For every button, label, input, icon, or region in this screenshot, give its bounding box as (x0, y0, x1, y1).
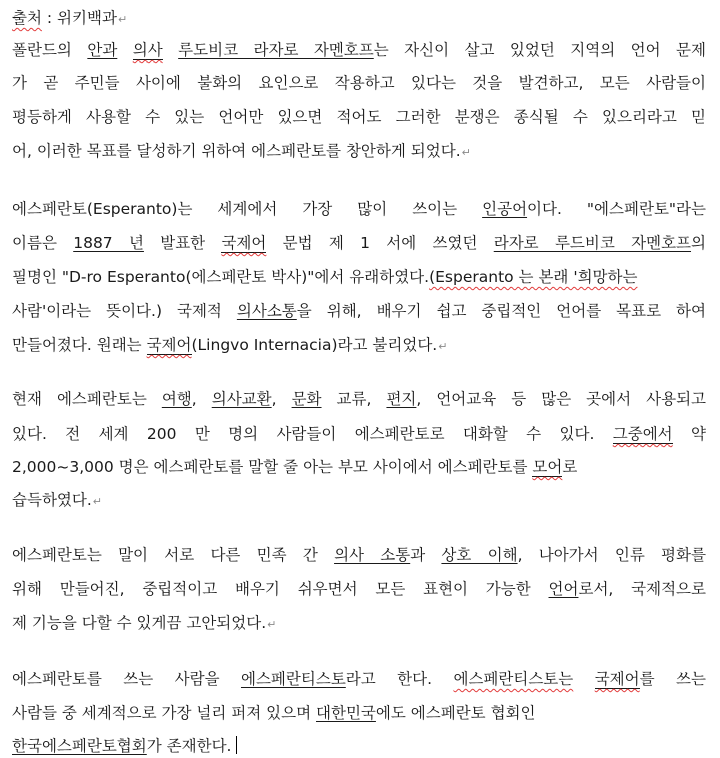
text-run: 제 기능을 다할 수 있게끔 고안되었다. (12, 614, 267, 632)
p4-line-2 (12, 577, 706, 601)
text-run: 는 자신이 살고 있었던 지역의 언어 문제 (373, 41, 706, 59)
p1-line-1 (12, 38, 706, 62)
link-international-language[interactable]: 국제어 (221, 234, 267, 252)
text-run: 에도 에스페란토 협회인 (375, 704, 536, 722)
text-run: 있다. 전 세계 200 만 명의 사람들이 에스페란토로 대화할 수 있다. (12, 425, 613, 443)
text-run: 에스페란토를 쓰는 사람을 (12, 670, 241, 688)
link-doctor[interactable]: 의사 (132, 41, 163, 59)
text-run: ↵ (267, 618, 277, 631)
text-run: 과 (410, 546, 442, 564)
text-run: : (41, 9, 58, 27)
text-run: 이다. "에스페란토"라는 (527, 200, 706, 218)
p4-line-3 (12, 611, 706, 635)
p1-line-3 (12, 105, 706, 129)
link-constructed-language[interactable]: 인공어 (482, 200, 528, 218)
link-1887[interactable]: 1887 년 (73, 234, 144, 252)
p5-line-2 (12, 701, 706, 725)
link-esperantist[interactable]: 에스페란티스토 (240, 670, 346, 688)
link-mother-tongue[interactable]: 모어 (532, 458, 563, 476)
word-esperantists: 에스페란티스토는 (453, 670, 574, 688)
text-run: , 나아가서 인류 평화를 (517, 546, 706, 564)
text-run: (Lingvo Internacia)라고 불리었다. (191, 336, 438, 354)
link-korea[interactable]: 대한민국 (316, 704, 376, 722)
p4-line-1 (12, 543, 706, 567)
text-run: 을 위해, 배우기 쉽고 중립적인 언어를 목표로 하여 (296, 302, 706, 320)
text-run: 에스페란토(Esperanto)는 세계에서 가장 많이 쓰이는 (12, 200, 483, 218)
text-run: 로서, 국제적으로 (578, 580, 706, 598)
text-run (163, 41, 178, 59)
p3-line-1 (12, 387, 706, 411)
link-language[interactable]: 언어 (548, 580, 579, 598)
source-label: 출처 (12, 9, 42, 27)
text-run: 어, 이러한 목표를 달성하기 위하여 에스페란토를 창안하게 되었다. (12, 142, 461, 160)
p3-line-2 (12, 422, 706, 446)
text-run: 현재 에스페란토는 (12, 390, 162, 408)
p1-line-4 (12, 139, 706, 163)
link-culture[interactable]: 문화 (291, 390, 322, 408)
text-run: ↵ (438, 340, 448, 353)
p3-line-4 (12, 488, 706, 512)
text-run: 교류, (321, 390, 387, 408)
source-name: 위키백과 (57, 9, 117, 27)
text-run: ↵ (92, 495, 103, 508)
link-among-them[interactable]: 그중에서 (612, 425, 673, 443)
link-communication-2[interactable]: 의사 소통 (334, 546, 411, 564)
text-run: 문법 제 1 서에 쓰였던 (266, 234, 494, 252)
text-run: 의 (691, 234, 706, 252)
paragraph-mark: ↵ (117, 13, 128, 26)
text-run: 필명인 "D-ro Esperanto(에스페란토 박사)"에서 유래하였다. (12, 268, 430, 286)
text-run: 를 쓰는 (639, 670, 706, 688)
text-run: 가 곧 주민들 사이에 불화의 요인으로 작용하고 있다는 것을 발견하고, 모든 사람들이 (12, 74, 706, 92)
text-run: 위해 만들어진, 중립적이고 배우기 쉬우면서 모든 표현이 가능한 (12, 580, 549, 598)
text-run: 가 존재한다. (146, 737, 232, 755)
text-run: 약 (672, 425, 706, 443)
text-run: 사람'이라는 뜻이다.) 국제적 (12, 302, 237, 320)
link-international-language-2[interactable]: 국제어 (146, 336, 192, 354)
text-cursor (236, 736, 237, 754)
text-run: , (191, 390, 212, 408)
link-exchange[interactable]: 의사교환 (211, 390, 272, 408)
link-communication[interactable]: 의사소통 (236, 302, 297, 320)
p2-line-4 (12, 299, 706, 323)
p3-line-3 (12, 455, 706, 479)
p2-line-5 (12, 333, 706, 357)
text-run: 만들어졌다. 원래는 (12, 336, 147, 354)
text-run: 사람들 중 세계적으로 가장 널리 퍼져 있으며 (12, 704, 317, 722)
text-run: 발표한 (143, 234, 222, 252)
p2-line-3 (12, 265, 706, 289)
link-lazaro-ludoviko[interactable]: 라자로 루드비코 자멘호프 (493, 234, 692, 252)
text-run: 평등하게 사용할 수 있는 언어만 있으면 적어도 그러한 분쟁은 종식될 수 있으리라고 믿 (12, 108, 706, 126)
text-run: 2,000~3,000 명은 에스페란토를 말할 줄 아는 부모 사이에서 에스페란토를 (12, 458, 533, 476)
p2-line-2 (12, 231, 706, 255)
text-run: 에스페란토는 말이 서로 다른 민족 간 (12, 546, 335, 564)
link-mutual-understanding[interactable]: 상호 이해 (441, 546, 518, 564)
link-international-language-3[interactable]: 국제어 (594, 670, 640, 688)
text-run: (Esperanto 는 본래 '희망하는 (429, 268, 638, 286)
text-run: 폴란드의 (12, 41, 88, 59)
text-run (117, 41, 132, 59)
link-travel[interactable]: 여행 (161, 390, 192, 408)
text-run: 로 (562, 458, 578, 476)
text-run: 이름은 (12, 234, 74, 252)
link-ophthalmology[interactable]: 안과 (87, 41, 118, 59)
p5-line-1 (12, 667, 706, 691)
text-run: , (271, 390, 292, 408)
p2-line-1 (12, 197, 706, 221)
link-zamenhof[interactable]: 루도비코 라자로 자멘호프 (178, 41, 374, 59)
text-run: 라고 한다. (345, 670, 454, 688)
text-run: ↵ (461, 146, 471, 159)
p1-line-2 (12, 71, 706, 95)
p5-line-3 (12, 734, 706, 758)
source-line (12, 6, 706, 30)
text-run (573, 670, 594, 688)
text-run: , 언어교육 등 많은 곳에서 사용되고 (416, 390, 707, 408)
link-korean-esperanto-association[interactable]: 한국에스페란토협회 (12, 737, 147, 755)
text-run: 습득하였다. (12, 491, 92, 509)
link-letter[interactable]: 편지 (386, 390, 417, 408)
